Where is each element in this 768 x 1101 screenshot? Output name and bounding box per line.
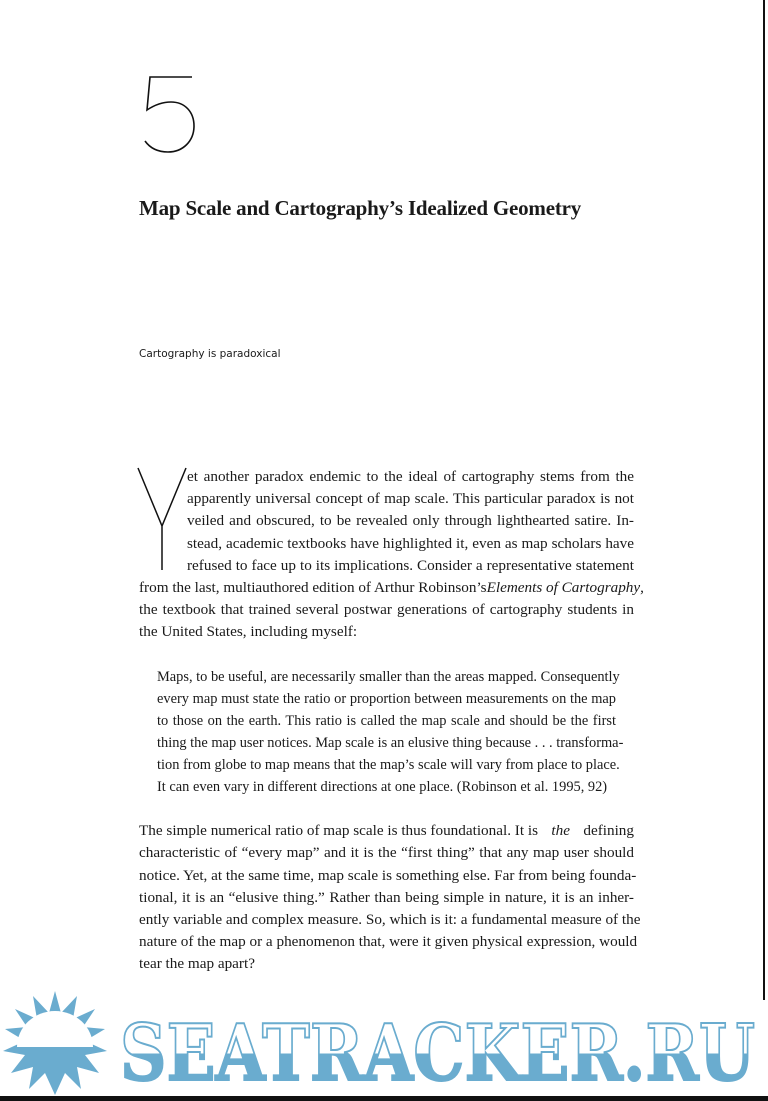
sun-icon	[3, 991, 107, 1095]
text-line: tional, it is an “elusive thing.” Rather than being simple in nature, it is an inher-	[139, 889, 634, 906]
quote-line: every map must state the ratio or proportion between measurements on the map	[157, 691, 616, 707]
chapter-title: Map Scale and Cartography’s Idealized Geometry	[139, 196, 582, 220]
book-title: Elements of Cartography	[486, 579, 641, 596]
text-line: tear the map apart?	[139, 955, 255, 972]
text-line: the textbook that trained several postwar generations of cartography students in	[139, 601, 634, 618]
text-span: ,	[640, 579, 644, 596]
quote-line: It can even vary in different directions at one place. (Robinson et al. 1995, 92)	[157, 779, 608, 795]
text-line: apparently universal concept of map scale. This particular paradox is not	[187, 490, 634, 507]
quote-line: to those on the earth. This ratio is called the map scale and should be the first	[157, 713, 616, 729]
chapter-number-glyph	[140, 74, 200, 156]
text-line: the United States, including myself:	[139, 623, 358, 640]
text-line: characteristic of “every map” and it is the “first thing” that any map user should	[139, 844, 634, 861]
text-span: from the last, multiauthored edition of Arthur Robinson’s	[139, 579, 487, 596]
text-line	[139, 820, 634, 842]
drop-cap	[136, 466, 190, 577]
watermark	[0, 985, 768, 1100]
quote-line: tion from globe to map means that the map’s scale will vary from place to place.	[157, 757, 620, 773]
text-span: The simple numerical ratio of map scale is thus foundational. It is	[139, 822, 538, 839]
epigraph: Cartography is paradoxical	[139, 348, 281, 360]
watermark-logo	[0, 985, 768, 1095]
text-span: defining	[583, 822, 634, 839]
emphasis: the	[551, 822, 570, 839]
text-line: et another paradox endemic to the ideal of cartography stems from the	[187, 468, 634, 485]
text-line: notice. Yet, at the same time, map scale is something else. Far from being founda-	[139, 867, 637, 884]
quote-line: thing the map user notices. Map scale is an elusive thing because . . . transforma-	[157, 735, 624, 751]
text-line	[139, 577, 644, 599]
watermark-text: SEATRACKER.RU	[120, 1008, 755, 1095]
text-line: nature of the map or a phenomenon that, were it given physical expression, would	[139, 933, 638, 950]
text-line: refused to face up to its implications. Consider a representative statement	[187, 557, 634, 574]
text-line: veiled and obscured, to be revealed only through lighthearted satire. In-	[187, 512, 634, 529]
quote-line: Maps, to be useful, are necessarily smaller than the areas mapped. Consequently	[157, 669, 620, 685]
text-line: ently variable and complex measure. So, which is it: a fundamental measure of the	[139, 911, 641, 928]
page-right-border	[763, 0, 765, 1000]
text-line: stead, academic textbooks have highlighted it, even as map scholars have	[187, 535, 634, 552]
chapter-number	[140, 74, 200, 161]
